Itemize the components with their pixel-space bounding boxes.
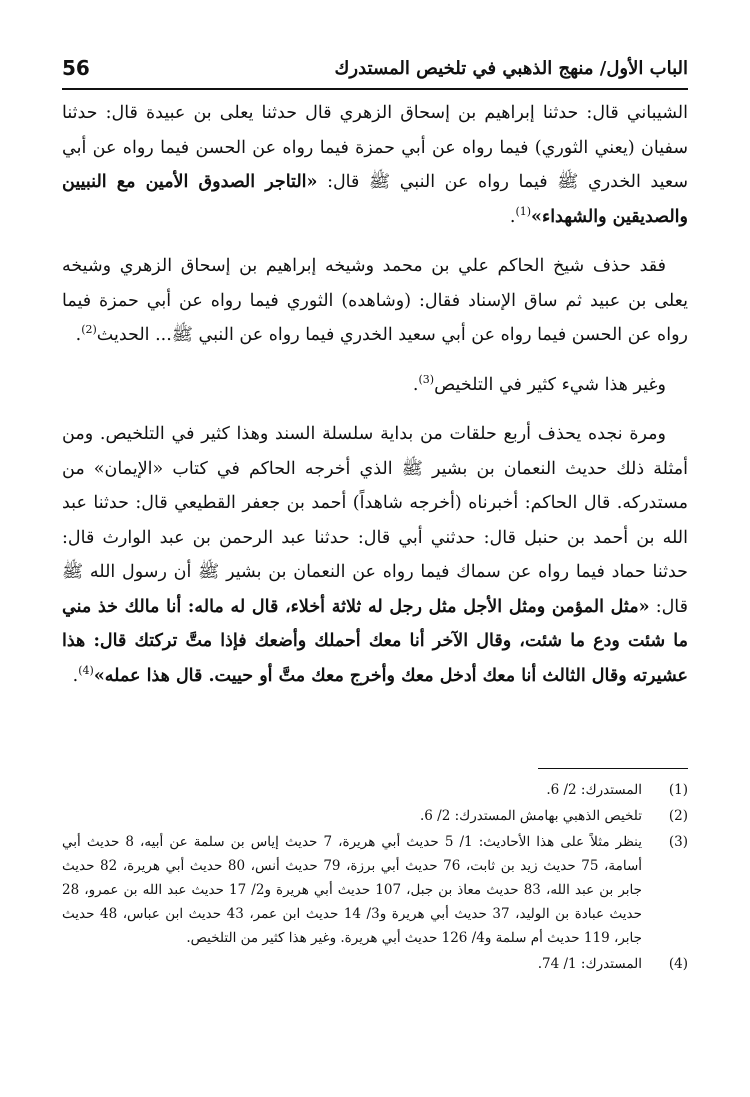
paragraph-end: . bbox=[72, 665, 79, 686]
footnote-number: (1) bbox=[668, 782, 688, 798]
footnote-number: (3) bbox=[668, 834, 688, 850]
paragraph-3 bbox=[62, 368, 688, 403]
footnote-number: (4) bbox=[668, 956, 688, 972]
page-header bbox=[62, 52, 688, 90]
footnote-ref: (4) bbox=[78, 663, 94, 677]
main-text bbox=[62, 96, 688, 708]
footnote-divider bbox=[538, 768, 688, 769]
footnote-text: تلخيص الذهبي بهامش المستدرك: 2/ 6. bbox=[419, 808, 642, 824]
footnote-item bbox=[62, 778, 688, 802]
paragraph-text: وغير هذا شيء كثير في التلخيص bbox=[434, 374, 666, 395]
footnote-item bbox=[62, 804, 688, 828]
footnote-text: المستدرك: 1/ 74. bbox=[537, 956, 642, 972]
paragraph-2 bbox=[62, 249, 688, 353]
paragraph-text: فقد حذف شيخ الحاكم علي بن محمد وشيخه إبراهيم بن إسحاق الزهري وشيخه يعلى بن عبيد ثم ساق الإسناد فقال: (وشاهده) الثوري فيما رواه عن أبي حمزة فيما رواه عن الحسن فيما رواه عن أبي سعيد الخدري فيما رواه عن النبي ﷺ... الحديث bbox=[62, 256, 688, 345]
hadith-quote: «مثل المؤمن ومثل الأجل مثل رجل له ثلاثة أخلاء، قال له ماله: أنا مالك خذ مني ما شئت ودع ما شئت، وقال الآخر أنا معك أحملك وأضعك فإذا متَّ تركتك قال: هذا عشيرته وقال الثالث أنا معك أدخل معك وأخرج معك متَّ أو حييت. قال هذا عمله» bbox=[62, 596, 688, 686]
paragraph-text: الشيباني قال: حدثنا إبراهيم بن إسحاق الزهري قال حدثنا يعلى بن عبيدة قال: حدثنا سفيان (يعني الثوري) فيما رواه عن أبي حمزة فيما رواه عن الحسن فيما رواه عن أبي سعيد الخدري ﷺ فيما رواه عن النبي ﷺ قال: bbox=[62, 103, 688, 192]
paragraph-end: . bbox=[75, 325, 82, 345]
footnote-text: المستدرك: 2/ 6. bbox=[546, 782, 642, 798]
footnote-item bbox=[62, 830, 688, 950]
hadith-quote: «التاجر الصدوق الأمين مع النبيين والصديقين والشهداء» bbox=[62, 172, 688, 227]
paragraph-end: . bbox=[509, 206, 516, 227]
footnote-item bbox=[62, 952, 688, 976]
paragraph-text: ومرة نجده يحذف أربع حلقات من بداية سلسلة السند وهذا كثير في التلخيص. ومن أمثلة ذلك حديث النعمان بن بشير ﷺ الذي أخرجه الحاكم في كتاب «الإيمان» من مستدركه. قال الحاكم: أخبرناه (أخرجه شاهداً) أحمد بن جعفر القطيعي قال: حدثنا عبد الله بن أحمد بن حنبل قال: حدثني أبي قال: حدثنا عبد الرحمن بن عبد الوارث قال: حدثنا حماد فيما رواه عن سماك فيما رواه عن النعمان بن بشير ﷺ أن رسول الله ﷺ قال: bbox=[62, 424, 688, 617]
paragraph-1 bbox=[62, 96, 688, 234]
footnote-ref: (3) bbox=[418, 372, 435, 386]
footnote-number: (2) bbox=[668, 808, 688, 824]
paragraph-end: . bbox=[412, 374, 419, 395]
paragraph-4 bbox=[62, 417, 688, 693]
footnote-ref: (1) bbox=[515, 204, 532, 218]
page-number: 56 bbox=[62, 56, 90, 80]
running-title: الباب الأول/ منهج الذهبي في تلخيص المستدرك bbox=[334, 58, 688, 79]
footnote-text: ينظر مثلاً على هذا الأحاديث: 1/ 5 حديث أبي هريرة، 7 حديث إياس بن سلمة عن أبيه، 8 حديث أبي أسامة، 75 حديث زيد بن ثابت، 76 حديث أبي برزة، 79 حديث أنس، 80 حديث أبي هريرة، 82 حديث جابر بن عبد الله، 83 حديث معاذ بن جبل، 107 حديث أبي هريرة و2/ 17 حديث عبد الله بن عمرو، 28 حديث عبادة بن الوليد، 37 حديث أبي هريرة و3/ 14 حديث ابن عمر، 43 حديث ابن عباس، 48 حديث جابر، 119 حديث أم سلمة و4/ 126 حديث أبي هريرة. وغير هذا كثير من التلخيص. bbox=[62, 834, 643, 946]
footnote-ref: (2) bbox=[81, 323, 97, 337]
footnotes bbox=[62, 778, 688, 978]
